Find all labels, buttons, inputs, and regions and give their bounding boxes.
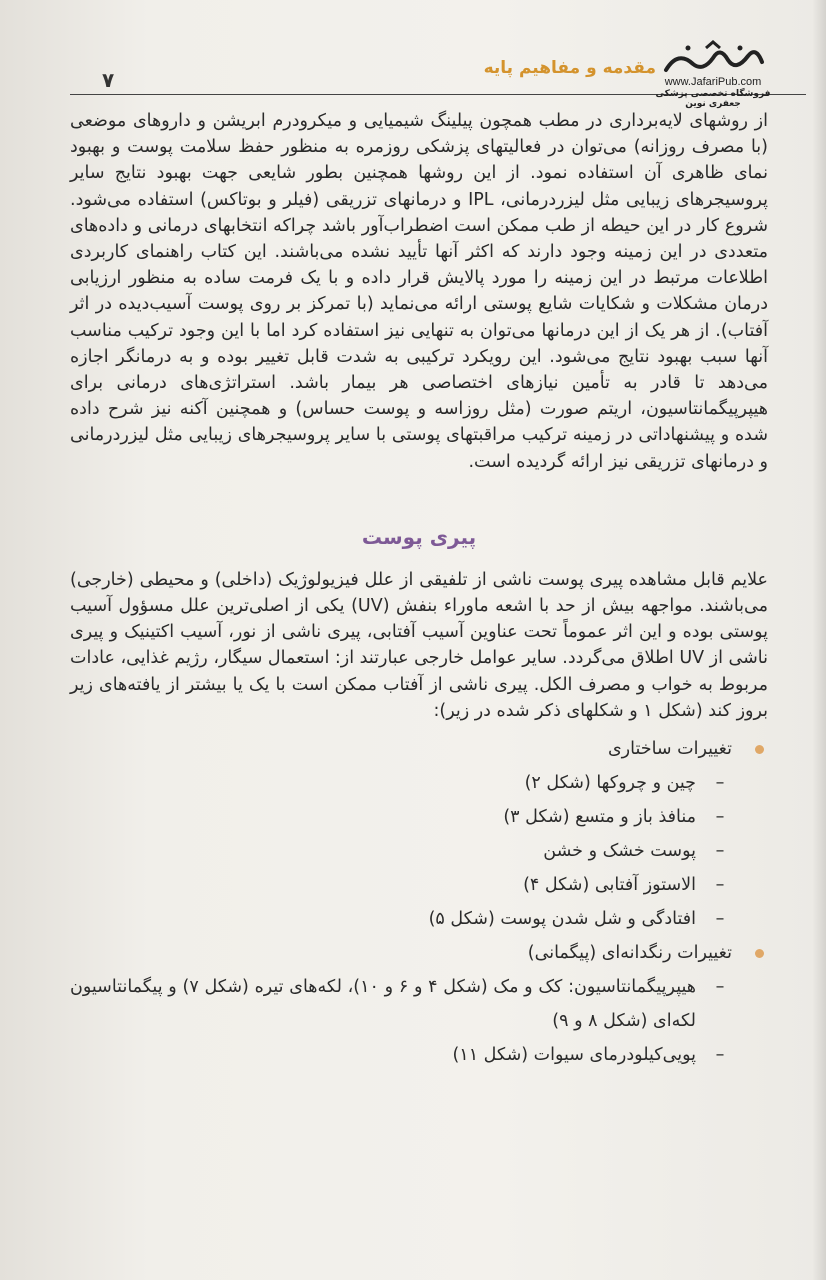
bullet-dot-icon [755, 949, 764, 958]
list-item [70, 800, 732, 834]
list-item [70, 1038, 732, 1072]
list-item-text: پویی‌کیلودرمای سیوات (شکل ۱۱) [452, 1045, 696, 1066]
bullet-label: تغییرات رنگدانه‌ای (پیگمانی) [527, 943, 732, 964]
list-item [70, 766, 732, 800]
dash-icon: – [715, 977, 725, 998]
list-item-text: الاستوز آفتابی (شکل ۴) [523, 875, 696, 896]
list-item [70, 902, 732, 936]
page-binding-shadow [812, 0, 826, 1280]
list-item [70, 936, 768, 1072]
sub-list [70, 970, 732, 1072]
sub-list [70, 766, 732, 936]
page-number: ۷ [102, 68, 115, 92]
list-item-text: منافذ باز و متسع (شکل ۳) [503, 807, 696, 828]
dash-icon: – [715, 1045, 725, 1066]
chapter-title: مقدمه و مفاهیم پایه [483, 58, 656, 78]
bullet-label: تغییرات ساختاری [607, 739, 732, 760]
list-item-text: پوست خشک و خشن [543, 841, 696, 862]
logo-website: www.JafariPub.com [664, 76, 762, 88]
section-paragraph: علایم قابل مشاهده پیری پوست ناشی از تلفیقی از علل فیزیولوژیک (داخلی) و محیطی (خارجی) می‌باشند. مواجهه بیش از حد با اشعه ماوراء بنفش (UV) یکی از اصلی‌ترین علل مسؤول آسیب پوستی بوده و این اثر عموماً تحت عناوین آسیب آفتابی، پیری ناشی از نور، آسیب اکتینیک و پیری ناشی از UV اطلاق می‌گردد. سایر عوامل خارجی عبارتند از: استعمال سیگار، رژیم غذایی، عادات مربوط به خواب و مصرف الکل. پیری ناشی از آفتاب ممکن است با یک یا بیشتر از یافته‌های زیر بروز کند (شکل ۱ و شکلهای ذکر شده در زیر): [70, 569, 769, 721]
list-item [70, 868, 732, 902]
page-content [70, 108, 768, 1072]
logo-mark-icon [658, 40, 768, 76]
page-header [70, 40, 806, 109]
logo-store-name: فروشگاه تخصصی پزشکی جعفری نوین [655, 89, 771, 109]
findings-list [70, 732, 768, 1072]
list-item-text: چین و چروکها (شکل ۲) [524, 773, 696, 794]
list-item [70, 732, 768, 936]
dash-icon: – [715, 773, 725, 794]
dash-icon: – [715, 841, 725, 862]
section-title: پیری پوست [361, 524, 477, 549]
dash-icon: – [715, 909, 725, 930]
intro-paragraph: از روشهای لایه‌برداری در مطب همچون پیلینگ شیمیایی و میکرودرم ابریشن و داروهای موضعی (با مصرف روزانه) می‌توان در فعالیتهای پزشکی روزمره به منظور حفظ سلامت پوست و بهبود نمای ظاهری آن استفاده نمود. از این روشها همچنین بطور شایعی جهت بهبود نتایج سایر پروسیجرهای زیبایی مثل لیزردرمانی، IPL و درمانهای تزریقی (فیلر و بوتاکس) استفاده می‌شود. شروع کار در این حیطه از طب ممکن است اضطراب‌آور باشد چراکه انتخابهای درمانی و داده‌های متعددی در این زمینه وجود دارند که اکثر آنها تأیید نشده می‌باشند. این کتاب راهنمای کاربردی اطلاعات مرتبط در این زمینه را مورد پالایش قرار داده و با یک فرمت ساده به منظور ارزیابی درمان مشکلات و شکایات شایع پوستی ارائه می‌نماید (با تمرکز بر روی پوست آسیب‌دیده در اثر آفتاب). از هر یک از این درمانها می‌توان به تنهایی نیز استفاده کرد اما با این وجود ترکیب مناسب آنها سبب بهبود نتایج می‌شود. این رویکرد ترکیبی به شدت قابل تغییر بوده و به درمانگر اجازه می‌دهد تا قادر به تأمین نیازهای اختصاصی هر بیمار باشد. استراتژی‌های درمانی برای هیپرپیگمانتاسیون، اریتم صورت (مثل روزاسه و پوست حساس) و همچنین آکنه نیز شرح داده شده و پیشنهاداتی در زمینه ترکیب مراقبتهای پوستی با سایر پروسیجرهای زیبایی مثل لیزردرمانی و درمانهای تزریقی نیز ارائه گردیده است. [70, 111, 768, 472]
list-item [70, 834, 732, 868]
list-item-text: افتادگی و شل شدن پوست (شکل ۵) [428, 909, 696, 930]
list-item [70, 970, 732, 1038]
bullet-dot-icon [755, 745, 764, 754]
publisher-logo [648, 40, 778, 110]
dash-icon: – [715, 875, 725, 896]
list-item-text: هیپرپیگمانتاسیون: کک و مک (شکل ۴ و ۶ و ۱۰)، لکه‌های تیره (شکل ۷) و پیگمانتاسیون لکه‌ای (شکل ۸ و ۹) [70, 977, 696, 1032]
dash-icon: – [715, 807, 725, 828]
